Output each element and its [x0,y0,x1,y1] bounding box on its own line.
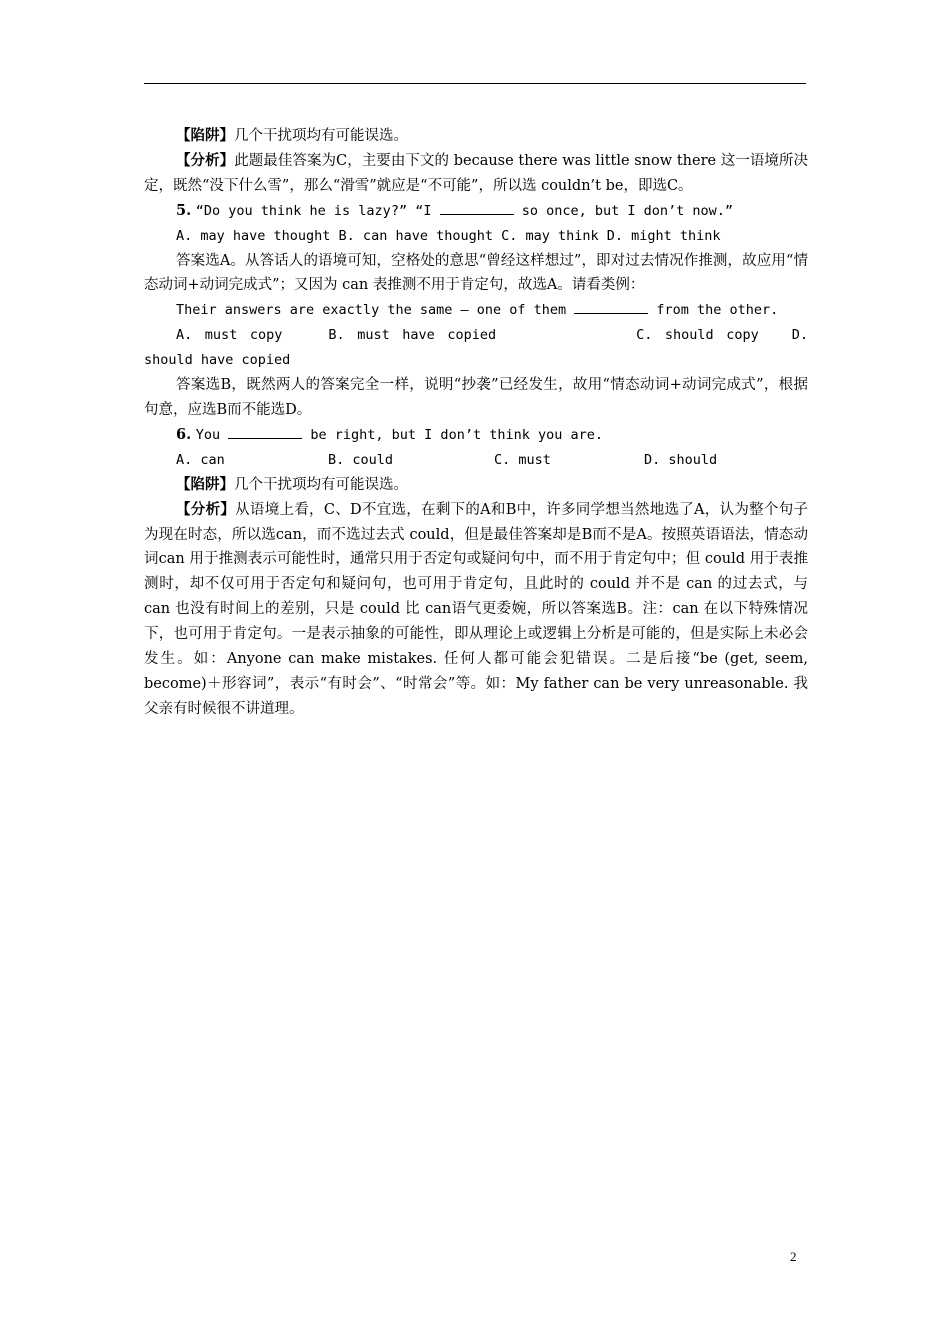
analysis-paragraph-2 [144,498,808,722]
question-number: 5. [176,201,192,219]
question-6 [144,423,808,448]
example-blank [574,299,648,314]
answer-blank [440,200,514,215]
trap-note-1 [144,124,808,149]
trap-label: 【陷阱】 [176,475,234,493]
option-c: C. must [494,451,551,468]
trap-label: 【陷阱】 [176,127,234,144]
question-number: 6. [176,425,192,443]
trap-note-2 [144,473,808,498]
analysis-paragraph-1 [144,149,808,199]
analysis-label: 【分析】 [176,151,235,169]
example-option-a: A. must copy [176,327,283,344]
analysis-label: 【分析】 [176,500,236,518]
document-body [144,124,808,722]
page-number: 2 [790,1249,797,1264]
option-a: A. can [176,451,225,468]
answer-explanation-example: 答案选B，既然两人的答案完全一样，说明“抄袭”已经发生，故用“情态动词+动词完成式”，根据句意，应选B而不能选D。 [144,377,808,418]
trap-text: 几个干扰项均有可能误选。 [234,476,408,493]
question-5-options: A. may have thought B. can have thought C. may think D. might think [176,227,721,244]
trap-text: 几个干扰项均有可能误选。 [234,128,408,144]
example-option-d: D. should have copied [144,327,808,369]
option-b: B. could [328,451,394,468]
answer-explanation-5: 答案选A。从答话人的语境可知，空格处的意思“曾经这样想过”，即对过去情况作推测，故应用“情态动词+动词完成式”；又因为 can 表推测不用于肯定句，故选A。请看类例： [144,252,808,294]
analysis-text: 从语境上看，C、D不宜选，在剩下的A和B中，许多同学想当然地选了A，认为整个句子为现在时态，所以选can，而不选过去式 could，但是最佳答案却是B而不是A。按照英语语法，情态动词can 用于推测表示可能性时，通常只用于否定句或疑问句中，而不用于肯定句中；但 could 用于表推测时，却不仅可用于否定句和疑问句，也可用于肯定句，且此时的 could 并不是 can 的过去式，与 can 也没有时间上的差别，只是 could 比 can语气更委婉，所以答案选B。注：can 在以下特殊情况下，也可用于肯定句。一是表示抽象的可能性，即从理论上或逻辑上分析是可能的，但是实际上未必会发生。如：Anyone can make mistakes. 任何人都可能会犯错误。二是后接“be (get, seem, become)＋形容词”，表示“有时会”、“时常会”等。如：My father can be very unreasonable. 我父亲有时候很不讲道理。 [144,501,808,717]
question-5 [144,199,808,224]
example-option-b: B. must have copied [328,327,497,344]
example-text-end: from the other. [648,302,779,319]
question-6-options [144,448,808,473]
question-text-start: “Do you think he is lazy?” “I [195,202,440,219]
answer-blank [228,424,302,439]
example-option-c: C. should copy [636,327,759,344]
question-text-end: be right, but I don’t think you are. [302,426,603,443]
analysis-text: 此题最佳答案为C，主要由下文的 because there was little snow there 这一语境所决定，既然“没下什么雪”，那么“滑雪”就应是“不可能”，所以选 couldn’t be，即选C。 [144,152,808,194]
option-d: D. should [644,451,718,468]
example-options [144,323,808,373]
example-sentence [144,298,808,323]
example-text-start: Their answers are exactly the same — one of them [176,302,575,319]
question-text-end: so once, but I don’t now.” [513,202,734,219]
question-text-start: You [195,426,229,443]
header-rule [144,83,806,84]
